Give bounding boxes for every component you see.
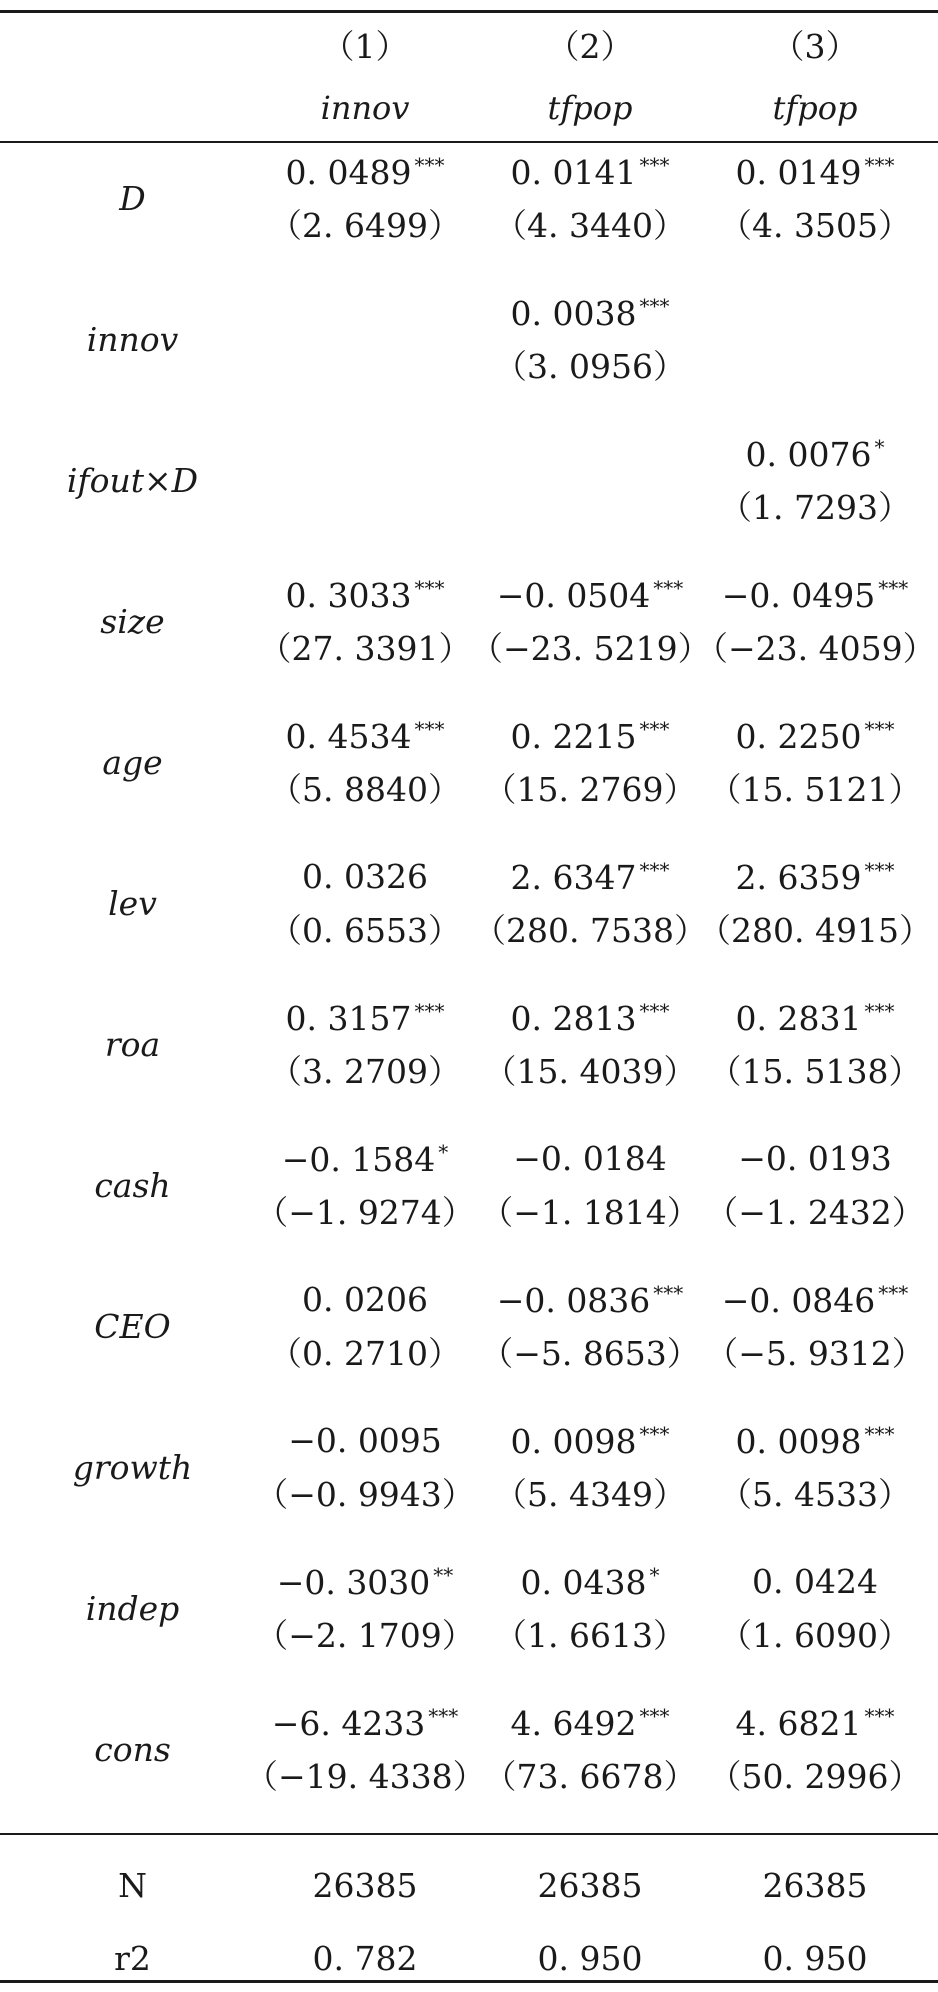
coefficient-cell (470, 576, 710, 615)
t-statistic-cell: （−0. 9943） (255, 1475, 475, 1514)
coefficient-cell (695, 858, 935, 897)
significance-stars: *** (653, 576, 684, 600)
coefficient-cell (695, 576, 935, 615)
t-statistic-cell: （−5. 9312） (705, 1334, 925, 1373)
significance-stars: *** (878, 576, 909, 600)
coefficient-cell (470, 153, 710, 192)
stat-value: 26385 (537, 1866, 643, 1905)
t-statistic-cell: （−19. 4338） (245, 1757, 486, 1796)
coefficient-value: −0. 0836 (496, 1281, 651, 1320)
significance-stars: *** (878, 1281, 909, 1305)
coefficient-value: −0. 0095 (288, 1421, 442, 1460)
significance-stars: *** (864, 858, 895, 882)
t-statistic-cell: （1. 7293） (719, 488, 911, 527)
coefficient-value: 0. 4534 (285, 717, 412, 756)
coefficient-value: −6. 4233 (271, 1704, 426, 1743)
column-number-3: （3） (771, 27, 859, 66)
coefficient-value: −0. 0495 (721, 576, 876, 615)
coefficient-value: 0. 2813 (510, 999, 637, 1038)
stat-label: N (118, 1866, 147, 1905)
coefficient-value: 0. 0141 (510, 153, 637, 192)
variable-label: innov (86, 320, 179, 359)
coefficient-cell (245, 1563, 485, 1602)
coefficient-cell (470, 858, 710, 897)
coefficient-value: −0. 0193 (738, 1139, 892, 1178)
stat-value: 26385 (762, 1866, 868, 1905)
coefficient-cell (695, 1422, 935, 1461)
coefficient-cell (470, 1563, 710, 1602)
coefficient-value: −0. 0846 (721, 1281, 876, 1320)
coefficient-value: 0. 0326 (302, 857, 428, 896)
coefficient-value: 0. 2831 (735, 999, 862, 1038)
column-number-2: （2） (546, 27, 634, 66)
significance-stars: *** (639, 153, 670, 177)
coefficient-cell (695, 1139, 935, 1178)
variable-label: indep (85, 1589, 180, 1628)
coefficient-value: −0. 0504 (496, 576, 651, 615)
t-statistic-cell: （−23. 4059） (695, 629, 936, 668)
significance-stars: *** (639, 1704, 670, 1728)
coefficient-cell (245, 1280, 485, 1319)
coefficient-value: 0. 0038 (510, 294, 637, 333)
variable-label: ifout×D (66, 461, 199, 500)
significance-stars: *** (864, 1422, 895, 1446)
stat-value: 0. 782 (312, 1939, 418, 1978)
coefficient-cell (470, 1281, 710, 1320)
coefficient-value: 0. 2250 (735, 717, 862, 756)
t-statistic-cell: （15. 5138） (708, 1052, 922, 1091)
significance-stars: *** (414, 999, 445, 1023)
variable-label: size (100, 602, 165, 641)
t-statistic-cell: （−1. 2432） (705, 1193, 925, 1232)
coefficient-cell (245, 1421, 485, 1460)
t-statistic-cell: （−1. 1814） (480, 1193, 700, 1232)
variable-label: cash (94, 1166, 171, 1205)
column-dependent-var-3: tfpop (772, 89, 858, 127)
t-statistic-cell: （−1. 9274） (255, 1193, 475, 1232)
header-rule (0, 141, 938, 143)
coefficient-value: 4. 6492 (510, 1704, 637, 1743)
significance-stars: * (438, 1140, 449, 1164)
significance-stars: *** (639, 294, 670, 318)
coefficient-cell (245, 717, 485, 756)
coefficient-cell (695, 153, 935, 192)
stat-label: r2 (114, 1939, 151, 1978)
stat-value: 0. 950 (537, 1939, 643, 1978)
coefficient-value: 0. 0098 (735, 1422, 862, 1461)
significance-stars: *** (864, 717, 895, 741)
significance-stars: *** (414, 576, 445, 600)
coefficient-value: 0. 3033 (285, 576, 412, 615)
variable-label: cons (94, 1730, 171, 1769)
significance-stars: *** (864, 1704, 895, 1728)
coefficient-value: 0. 3157 (285, 999, 412, 1038)
t-statistic-cell: （50. 2996） (708, 1757, 922, 1796)
coefficient-cell (470, 999, 710, 1038)
coefficient-cell (695, 1281, 935, 1320)
coefficient-value: 0. 0206 (302, 1280, 428, 1319)
coefficient-cell (245, 1704, 485, 1743)
stats-rule (0, 1833, 938, 1835)
t-statistic-cell: （3. 0956） (494, 347, 686, 386)
variable-label: growth (72, 1448, 193, 1487)
coefficient-cell (245, 1140, 485, 1179)
coefficient-cell (695, 717, 935, 756)
t-statistic-cell: （2. 6499） (269, 206, 461, 245)
t-statistic-cell: （5. 4349） (494, 1475, 686, 1514)
t-statistic-cell: （27. 3391） (258, 629, 472, 668)
coefficient-cell (245, 576, 485, 615)
t-statistic-cell: （1. 6090） (719, 1616, 911, 1655)
coefficient-cell (695, 1562, 935, 1601)
stat-value: 26385 (312, 1866, 418, 1905)
coefficient-cell (470, 1422, 710, 1461)
variable-label: roa (104, 1025, 161, 1064)
t-statistic-cell: （5. 4533） (719, 1475, 911, 1514)
significance-stars: * (874, 435, 885, 459)
coefficient-cell (470, 294, 710, 333)
t-statistic-cell: （280. 4915） (698, 911, 932, 950)
coefficient-cell (245, 857, 485, 896)
t-statistic-cell: （−5. 8653） (480, 1334, 700, 1373)
t-statistic-cell: （−2. 1709） (255, 1616, 475, 1655)
significance-stars: ** (433, 1563, 454, 1587)
coefficient-cell (695, 435, 935, 474)
coefficient-cell (470, 1139, 710, 1178)
t-statistic-cell: （0. 2710） (269, 1334, 461, 1373)
t-statistic-cell: （73. 6678） (483, 1757, 697, 1796)
coefficient-cell (695, 999, 935, 1038)
variable-label: age (102, 743, 163, 782)
significance-stars: *** (864, 999, 895, 1023)
coefficient-value: −0. 3030 (276, 1563, 431, 1602)
column-dependent-var-2: tfpop (547, 89, 633, 127)
significance-stars: *** (414, 153, 445, 177)
table-top-rule (0, 10, 938, 13)
significance-stars: *** (428, 1704, 459, 1728)
significance-stars: * (649, 1563, 660, 1587)
t-statistic-cell: （4. 3505） (719, 206, 911, 245)
coefficient-value: 0. 0098 (510, 1422, 637, 1461)
t-statistic-cell: （0. 6553） (269, 911, 461, 950)
t-statistic-cell: （5. 8840） (269, 770, 461, 809)
variable-label: CEO (94, 1307, 171, 1346)
significance-stars: *** (639, 858, 670, 882)
coefficient-value: 2. 6359 (735, 858, 862, 897)
coefficient-value: 0. 0438 (520, 1563, 647, 1602)
coefficient-cell (695, 1704, 935, 1743)
significance-stars: *** (639, 1422, 670, 1446)
significance-stars: *** (653, 1281, 684, 1305)
significance-stars: *** (639, 999, 670, 1023)
t-statistic-cell: （280. 7538） (473, 911, 707, 950)
coefficient-value: 0. 0149 (735, 153, 862, 192)
coefficient-value: 4. 6821 (735, 1704, 862, 1743)
coefficient-cell (245, 153, 485, 192)
t-statistic-cell: （3. 2709） (269, 1052, 461, 1091)
t-statistic-cell: （15. 2769） (483, 770, 697, 809)
t-statistic-cell: （4. 3440） (494, 206, 686, 245)
t-statistic-cell: （15. 5121） (708, 770, 922, 809)
t-statistic-cell: （−23. 5219） (470, 629, 711, 668)
variable-label: lev (108, 884, 157, 923)
coefficient-value: 2. 6347 (510, 858, 637, 897)
coefficient-value: 0. 0076 (745, 435, 872, 474)
coefficient-cell (470, 717, 710, 756)
t-statistic-cell: （1. 6613） (494, 1616, 686, 1655)
coefficient-value: −0. 0184 (513, 1139, 667, 1178)
coefficient-value: 0. 2215 (510, 717, 637, 756)
coefficient-cell (470, 1704, 710, 1743)
coefficient-value: 0. 0489 (285, 153, 412, 192)
t-statistic-cell: （15. 4039） (483, 1052, 697, 1091)
significance-stars: *** (639, 717, 670, 741)
significance-stars: *** (414, 717, 445, 741)
significance-stars: *** (864, 153, 895, 177)
stat-value: 0. 950 (762, 1939, 868, 1978)
coefficient-value: −0. 1584 (281, 1140, 436, 1179)
coefficient-value: 0. 0424 (752, 1562, 878, 1601)
coefficient-cell (245, 999, 485, 1038)
variable-label: D (119, 179, 146, 218)
column-dependent-var-1: innov (320, 89, 410, 127)
table-bottom-rule (0, 1980, 938, 1983)
column-number-1: （1） (321, 27, 409, 66)
